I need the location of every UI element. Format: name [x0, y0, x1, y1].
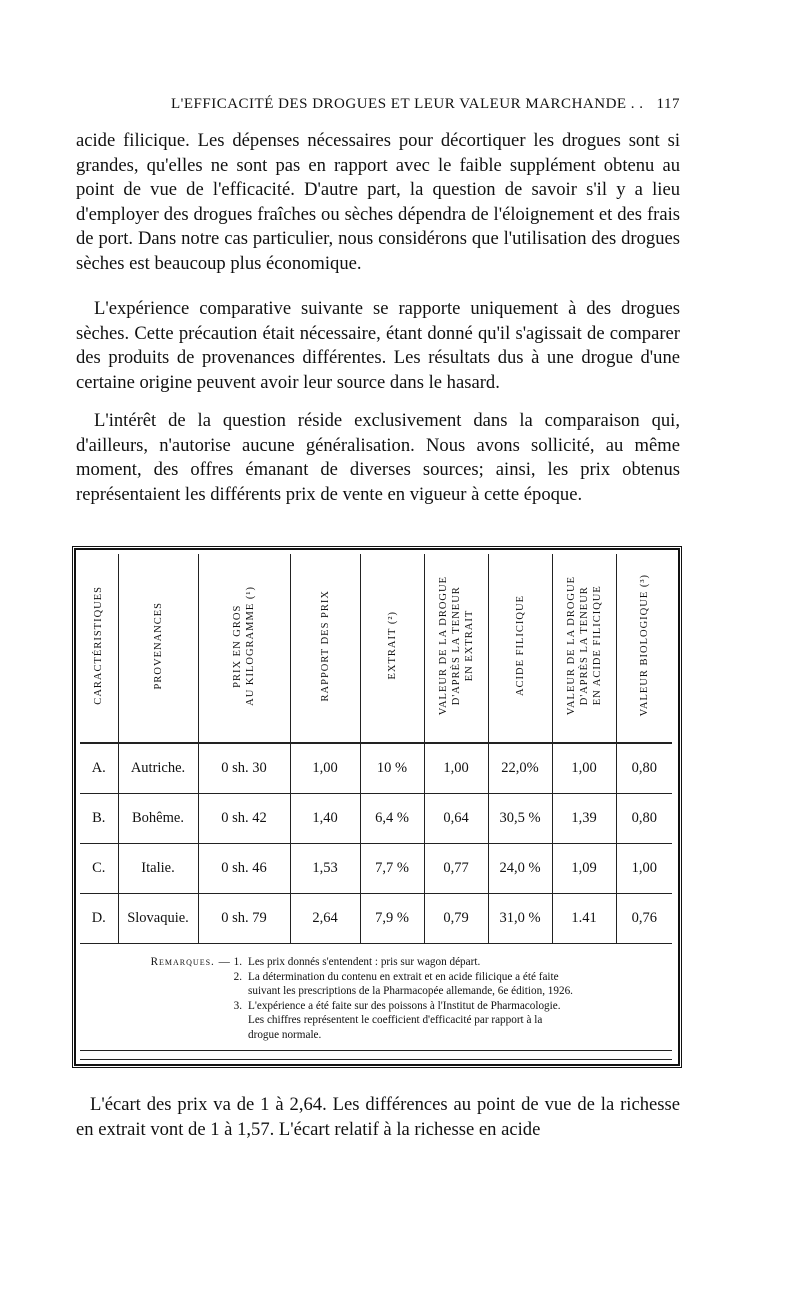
table-cell: Autriche. — [118, 743, 198, 794]
table-cell: 1,00 — [424, 743, 488, 794]
table-cell: 1.41 — [552, 894, 616, 944]
table-row — [80, 894, 672, 944]
comparison-table — [80, 554, 672, 944]
remark-number: 2. — [233, 970, 242, 983]
table-cell: 0 sh. 30 — [198, 743, 290, 794]
table-cell: 0,80 — [616, 743, 672, 794]
table-cell: C. — [80, 844, 118, 894]
table-cell: Bohême. — [118, 794, 198, 844]
table-cell: 0,77 — [424, 844, 488, 894]
paragraph-1: acide filicique. Les dépenses nécessaires pour décortiquer les drogues sont si grandes, qu'elles ne sont pas en rapport avec le faible supplément obtenu au point de vue de l'efficacité. D'autre part, la question de savoir s'il y a lieu d'employer des drogues fraîches ou sèches dépendra de l'éloignement et des frais de port. Dans notre cas particulier, nous considérons que l'utilisation des drogues sèches est beaucoup plus économique. — [76, 130, 680, 274]
table-cell: 2,64 — [290, 894, 360, 944]
paragraph-4: L'écart des prix va de 1 à 2,64. Les différences au point de vue de la richesse en extrait vont de 1 à 1,57. L'écart relatif à la richesse en acide — [76, 1094, 680, 1140]
table-row — [80, 794, 672, 844]
table-row — [80, 743, 672, 794]
table-header-row — [80, 554, 672, 743]
column-header: EXTRAIT (²) — [360, 554, 424, 743]
table-cell: B. — [80, 794, 118, 844]
remark-number: 1. — [233, 956, 242, 968]
table-cell: 1,53 — [290, 844, 360, 894]
column-header: PROVENANCES — [118, 554, 198, 743]
table-row — [80, 844, 672, 894]
column-header: VALEUR DE LA DROGUE D'APRÈS LA TENEUR EN ACIDE FILICIQUE — [552, 554, 616, 743]
table-cell: 0,79 — [424, 894, 488, 944]
table-cell: Slovaquie. — [118, 894, 198, 944]
table-cell: 7,7 % — [360, 844, 424, 894]
paragraph-2: L'expérience comparative suivante se rapporte uniquement à des drogues sèches. Cette précaution était nécessaire, étant donné qu'il s'agissait de comparer des produits de provenances différentes. Les résultats dus à une drogue d'une certaine origine peuvent avoir leur source dans le hasard. — [76, 298, 680, 393]
table-cell: 0,64 — [424, 794, 488, 844]
remarks-label: Remarques. — — [150, 956, 231, 968]
remark-line: Les chiffres représentent le coefficient d'efficacité par rapport à la — [248, 1014, 543, 1027]
column-header: RAPPORT DES PRIX — [290, 554, 360, 743]
page-number: 117 — [656, 96, 680, 112]
table-cell: 30,5 % — [488, 794, 552, 844]
remark-line: drogue normale. — [248, 1028, 322, 1041]
header-title: L'EFFICACITÉ DES DROGUES ET LEUR VALEUR MARCHANDE . . — [171, 96, 644, 112]
remark-line: La détermination du contenu en extrait et en acide filicique a été faite — [248, 970, 559, 983]
remark-line: Les prix donnés s'entendent : pris sur wagon départ. — [248, 956, 481, 968]
table-cell: 0 sh. 79 — [198, 894, 290, 944]
remark-line: suivant les prescriptions de la Pharmacopée allemande, 6e édition, 1926. — [248, 985, 573, 998]
table-cell: 10 % — [360, 743, 424, 794]
column-header: VALEUR DE LA DROGUE D'APRÈS LA TENEUR EN EXTRAIT — [424, 554, 488, 743]
table-cell: Italie. — [118, 844, 198, 894]
table-cell: 0,76 — [616, 894, 672, 944]
table-cell: 1,40 — [290, 794, 360, 844]
table-cell: 0,80 — [616, 794, 672, 844]
comparison-table-frame — [74, 548, 680, 1066]
column-header: CARACTÉRISTIQUES — [80, 554, 118, 743]
table-cell: 1,00 — [552, 743, 616, 794]
table-bottom-rule — [80, 1050, 672, 1060]
table-cell: 1,00 — [290, 743, 360, 794]
table-cell: D. — [80, 894, 118, 944]
table-cell: 1,00 — [616, 844, 672, 894]
column-header: VALEUR BIOLOGIQUE (³) — [616, 554, 672, 743]
table-cell: 31,0 % — [488, 894, 552, 944]
remark-line: L'expérience a été faite sur des poissons à l'Institut de Pharmacologie. — [248, 999, 561, 1012]
table-cell: 0 sh. 42 — [198, 794, 290, 844]
table-remarks — [92, 955, 662, 1043]
column-header: ACIDE FILICIQUE — [488, 554, 552, 743]
table-cell: 1,09 — [552, 844, 616, 894]
table-cell: 22,0% — [488, 743, 552, 794]
column-header: PRIX EN GROS AU KILOGRAMME (¹) — [198, 554, 290, 743]
table-cell: 7,9 % — [360, 894, 424, 944]
table-cell: 6,4 % — [360, 794, 424, 844]
table-cell: 0 sh. 46 — [198, 844, 290, 894]
table-cell: 24,0 % — [488, 844, 552, 894]
table-cell: A. — [80, 743, 118, 794]
remark-number: 3. — [233, 999, 242, 1012]
paragraph-3: L'intérêt de la question réside exclusivement dans la comparaison qui, d'ailleurs, n'autorise aucune généralisation. Nous avons sollicité, au même moment, des offres émanant de diverses sources; ainsi, les prix obtenus représentaient les différents prix de vente en vigueur à cette époque. — [76, 410, 680, 505]
table-cell: 1,39 — [552, 794, 616, 844]
